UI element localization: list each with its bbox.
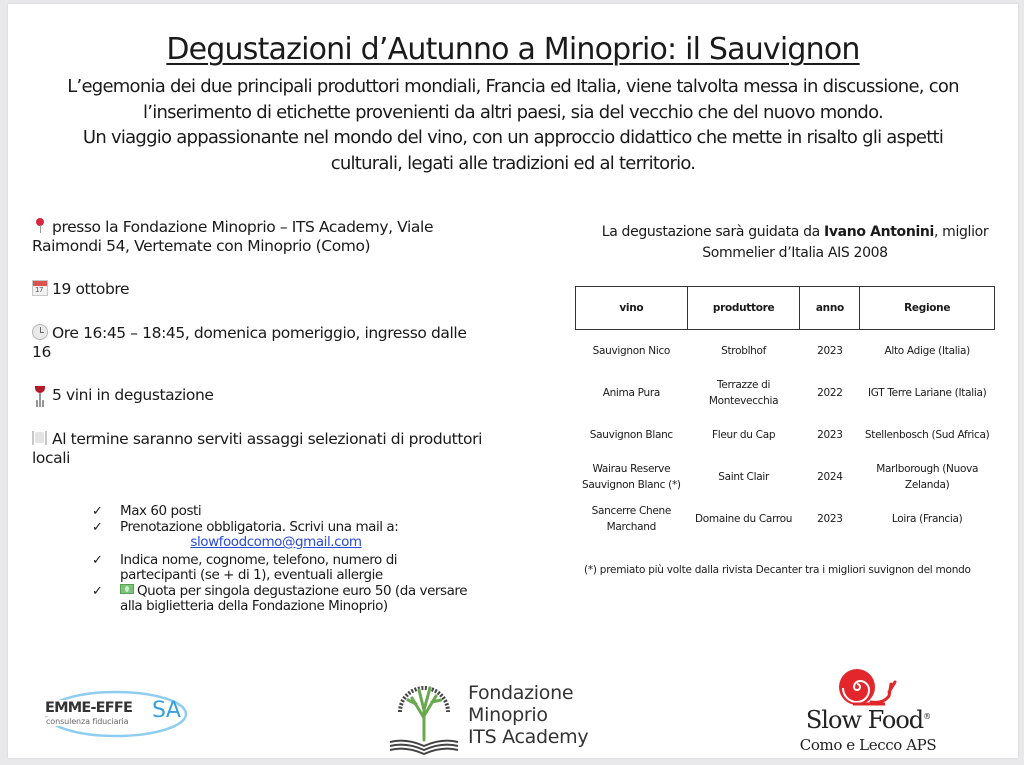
- table-cell: Anima Pura: [602, 386, 660, 399]
- table-cell: Marlborough (Nuova Zelanda): [876, 462, 979, 491]
- column-header: produttore: [687, 287, 800, 330]
- column-header: vino: [576, 287, 688, 330]
- slow-food-logo: [778, 666, 958, 761]
- fork-knife-plate-icon: [32, 430, 48, 446]
- emme-effe-suffix: SA: [152, 698, 181, 723]
- table-cell: Sauvignon Nico: [592, 344, 671, 357]
- wine-table: [575, 286, 995, 540]
- clock-icon: [32, 324, 48, 340]
- detail-text: Ore 16:45 – 18:45, domenica pomeriggio, ingresso dalle 16: [32, 324, 467, 361]
- table-cell: 2023: [817, 512, 843, 525]
- map-pin-icon: [32, 218, 48, 234]
- table-cell: Domaine du Carrou: [695, 512, 793, 525]
- detail-date: [32, 280, 482, 299]
- detail-time: [32, 324, 482, 362]
- guide-name: Ivano Antonini: [823, 224, 934, 240]
- emme-effe-name: EMME-EFFE: [45, 700, 133, 716]
- detail-food: [32, 430, 482, 468]
- minoprio-line: Fondazione: [468, 682, 574, 704]
- page-title: [8, 32, 1018, 68]
- table-cell: 2024: [817, 470, 843, 483]
- checkmark-icon: ✓: [92, 519, 103, 535]
- table-row: [576, 414, 995, 456]
- table-cell: Wairau Reserve Sauvignon Blanc (*): [582, 462, 681, 491]
- wine-glass-icon: [32, 386, 48, 402]
- checkmark-icon: ✓: [92, 552, 103, 568]
- flyer-page: [8, 4, 1018, 758]
- checkmark-icon: ✓: [92, 504, 103, 519]
- guide-title: Sommelier d’Italia AIS 2008: [702, 245, 888, 261]
- checklist-text: Quota per singola degustazione euro 50 (da versare alla biglietteria della Fondazione Minoprio): [120, 582, 468, 614]
- intro-line: l’inserimento di etichette provenienti da altri paesi, sia del vecchio che del nuovo mondo.: [142, 101, 884, 123]
- table-row: [576, 456, 995, 498]
- title-text: Degustazioni d’Autunno a Minoprio: il Sauvignon: [166, 32, 860, 67]
- detail-location: [32, 218, 482, 256]
- table-cell: 2023: [817, 344, 843, 357]
- table-cell: Stroblhof: [721, 344, 767, 357]
- checklist-text: Indica nome, cognome, telefono, numero di partecipanti (se + di 1), eventuali allergie: [120, 551, 398, 583]
- registered-mark: ®: [923, 712, 931, 721]
- intro-line: Un viaggio appassionante nel mondo del vino, con un approccio didattico che mette in risalto gli aspetti: [82, 127, 944, 148]
- table-cell: Sauvignon Blanc: [589, 428, 673, 441]
- guide-suffix: , miglior: [933, 224, 989, 240]
- minoprio-name: [468, 682, 588, 748]
- checklist-item: [92, 520, 472, 551]
- checklist-item: [92, 504, 472, 520]
- minoprio-logo: [378, 674, 628, 759]
- table-cell: IGT Terre Lariane (Italia): [867, 386, 987, 399]
- slow-food-name: [793, 706, 943, 734]
- table-cell: Terrazze di Montevecchia: [708, 378, 779, 407]
- intro-paragraph: [38, 74, 988, 176]
- guide-info: [580, 222, 1010, 264]
- checklist-item: [92, 553, 472, 584]
- slow-food-name-text: Slow Food: [805, 706, 924, 734]
- table-cell: Stellenbosch (Sud Africa): [864, 428, 990, 441]
- table-cell: Sancerre Chene Marchand: [591, 504, 672, 533]
- table-row: [576, 498, 995, 540]
- guide-prefix: La degustazione sarà guidata da: [601, 224, 824, 240]
- tree-book-icon: [386, 676, 474, 758]
- detail-text: presso la Fondazione Minoprio – ITS Academy, Viale Raimondi 54, Vertemate con Minoprio (Como): [32, 218, 434, 255]
- email-link[interactable]: slowfoodcomo@gmail.com: [190, 534, 362, 550]
- column-header: Regione: [860, 287, 995, 330]
- table-header-row: [576, 287, 995, 330]
- detail-text: 5 vini in degustazione: [52, 386, 214, 404]
- detail-wines: [32, 386, 482, 405]
- checklist-text: Prenotazione obbligatoria. Scrivi una mail a:: [120, 518, 399, 535]
- emme-effe-logo: [38, 684, 208, 744]
- detail-text: Al termine saranno serviti assaggi selezionati di produttori locali: [32, 430, 482, 467]
- table-cell: Alto Adige (Italia): [884, 344, 970, 357]
- money-icon: [120, 584, 134, 594]
- table-cell: Fleur du Cap: [711, 428, 776, 441]
- table-row: [576, 372, 995, 414]
- table-cell: Saint Clair: [718, 470, 769, 483]
- slow-food-chapter: Como e Lecco APS: [799, 736, 937, 754]
- table-cell: Loira (Francia): [891, 512, 963, 525]
- minoprio-line: ITS Academy: [468, 726, 589, 748]
- snail-icon: [833, 666, 913, 708]
- checkmark-icon: ✓: [92, 583, 103, 599]
- table-cell: 2022: [817, 386, 843, 399]
- detail-text: 19 ottobre: [52, 280, 130, 298]
- checklist-item: [92, 584, 472, 615]
- table-cell: 2023: [817, 428, 843, 441]
- booking-checklist: [92, 504, 472, 615]
- column-header: anno: [800, 287, 860, 330]
- calendar-icon: [32, 280, 48, 296]
- minoprio-line: Minoprio: [468, 704, 548, 726]
- intro-line: L’egemonia dei due principali produttori mondiali, Francia ed Italia, viene talvolta messa in discussione, con: [67, 76, 959, 97]
- table-footnote: (*) premiato più volte dalla rivista Decanter tra i migliori suvignon del mondo: [584, 564, 971, 576]
- intro-line: culturali, legati alle tradizioni ed al territorio.: [330, 152, 696, 174]
- table-row: [576, 330, 995, 373]
- emme-effe-tagline: consulenza fiduciaria: [46, 717, 129, 726]
- checklist-text: Max 60 posti: [120, 503, 202, 519]
